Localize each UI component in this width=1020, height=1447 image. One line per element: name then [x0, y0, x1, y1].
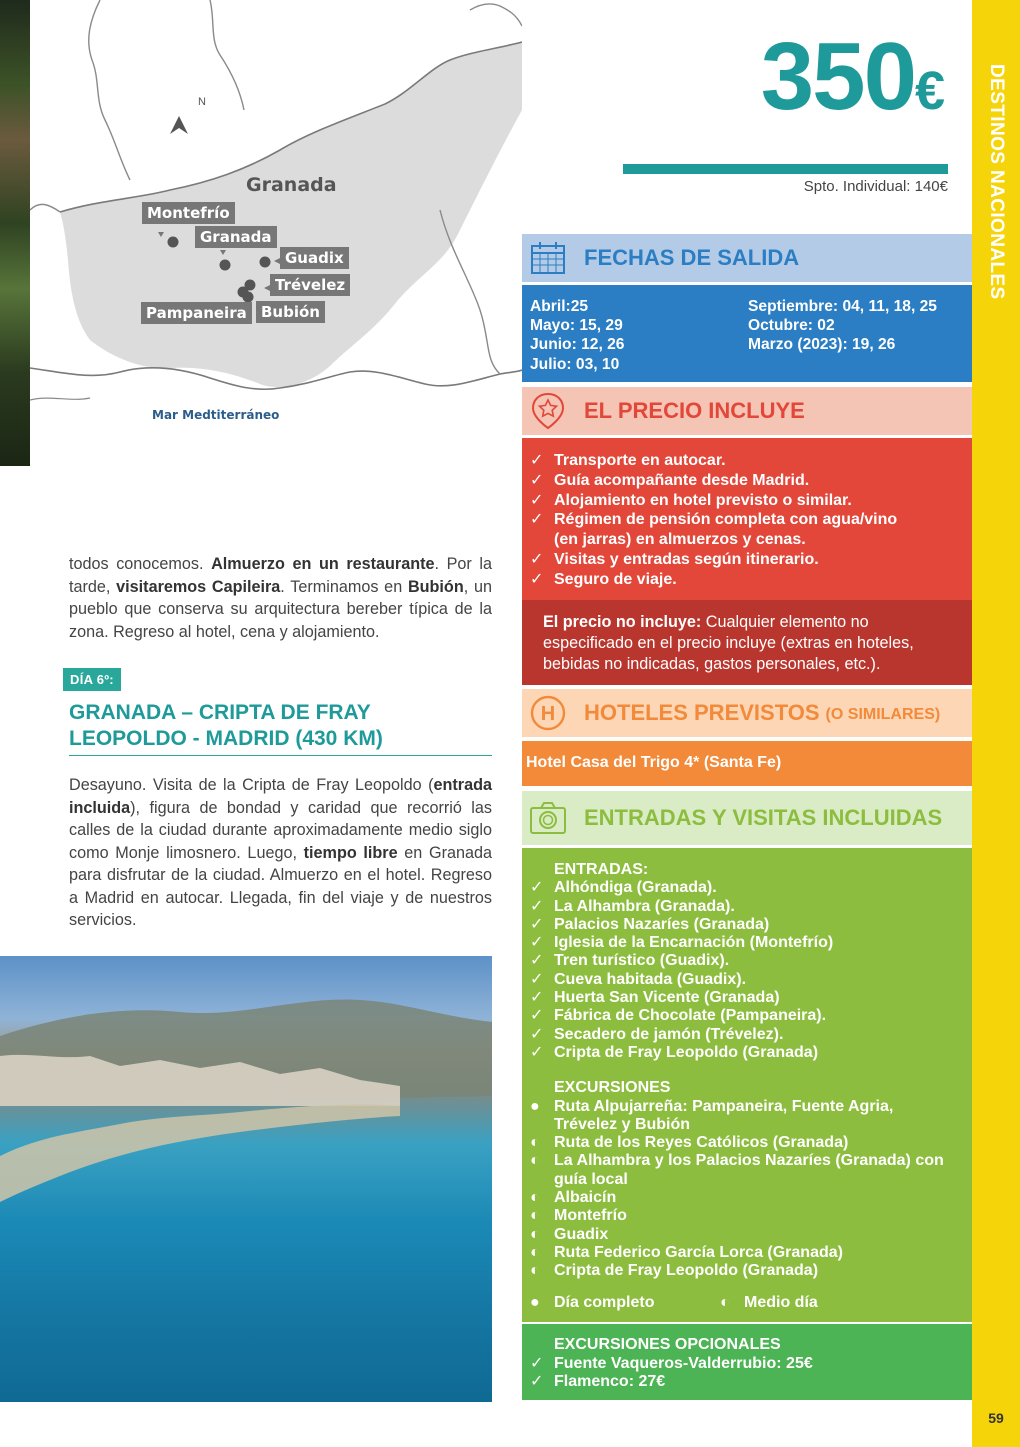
list-item: ◐ Cripta de Fray Leopoldo (Granada) — [530, 1262, 819, 1280]
list-item: ✓ Palacios Nazaríes (Granada) — [530, 915, 770, 933]
list-item: ◐ Ruta Federico García Lorca (Granada) — [530, 1243, 843, 1261]
hotel-h-icon — [528, 693, 568, 733]
excursiones-label: EXCURSIONES — [554, 1079, 671, 1097]
day-badge: DÍA 6º: — [63, 668, 121, 691]
map-label-pampaneira: Pampaneira — [141, 302, 252, 324]
fecha-item: Julio: 03, 10 — [530, 355, 620, 373]
page-number: 59 — [988, 1410, 1004, 1426]
list-item: ✓ Guía acompañante desde Madrid. — [530, 471, 810, 489]
fechas-left-column — [530, 297, 746, 374]
legend-full-day: ● Día completo — [530, 1293, 655, 1311]
calendar-icon — [528, 238, 568, 278]
hoteles-header — [522, 689, 972, 737]
legend-half-day: ◐ Medio día — [720, 1293, 818, 1311]
svg-text:H: H — [540, 703, 556, 725]
fechas-header — [522, 234, 972, 282]
hoteles-body — [522, 741, 972, 786]
list-item: ✓ Alojamiento en hotel previsto o similar. — [530, 491, 852, 509]
list-item: ◐ Guadix — [530, 1225, 609, 1243]
map-outline — [30, 0, 522, 440]
list-item: ◐ Albaicín — [530, 1189, 617, 1207]
day6-paragraph: Desayuno. Visita de la Cripta de Fray Leopoldo (entrada incluida), figura de bondad y caridad que recorrió las calles de la ciudad durante aproximadamente medio siglo como Monje limosnero. Luego, tiempo libre en Granada para disfrutar de la ciudad. Almuerzo en el hotel. Regreso a Madrid en autocar. Llegada, fin del viaje y de nuestros servicios. — [69, 776, 493, 929]
hotel-name: Hotel Casa del Trigo 4* (Santa Fe) — [526, 754, 782, 771]
star-badge-icon — [528, 391, 568, 431]
list-item: ✓ Fuente Vaqueros-Valderrubio: 25€ — [530, 1354, 813, 1372]
entradas-label: ENTRADAS: — [554, 861, 649, 878]
price-divider — [623, 164, 948, 174]
entradas-body — [522, 848, 972, 1322]
single-supplement: Spto. Individual: 140€ — [803, 178, 948, 195]
fecha-item: Abril:25 — [530, 298, 589, 315]
list-item: ● Ruta Alpujarreña: Pampaneira, Fuente Agria, Trévelez y Bubión — [530, 1097, 894, 1133]
list-item: ✓ Cripta de Fray Leopoldo (Granada) — [530, 1043, 819, 1061]
map-label-granada: Granada — [195, 226, 277, 248]
entradas-title: ENTRADAS Y VISITAS INCLUIDAS — [584, 805, 943, 830]
opcionales-label: EXCURSIONES OPCIONALES — [554, 1336, 781, 1353]
list-item: ✓ Transporte en autocar. — [530, 452, 726, 469]
fechas-title: FECHAS DE SALIDA — [584, 245, 800, 270]
fechas-body — [522, 285, 972, 382]
incluye-body — [522, 438, 972, 600]
section-title: DESTINOS NACIONALES — [986, 64, 1007, 300]
route-map — [30, 0, 522, 440]
north-label: N — [198, 96, 206, 108]
landscape-photo — [0, 0, 30, 466]
day-title: GRANADA – CRIPTA DE FRAY LEOPOLDO - MADRID (430 KM) — [69, 700, 492, 756]
list-item: ✓ Huerta San Vicente (Granada) — [530, 989, 780, 1007]
day5-paragraph: todos conocemos. Almuerzo en un restaurante. Por la tarde, visitaremos Capileira. Terminamos en Bubión, un pueblo que conserva su arquitectura bereber típica de la zona. Regreso al hotel, cena y alojamiento. — [69, 555, 492, 641]
map-label-montefrio: Montefrío — [142, 202, 235, 224]
fecha-item: Junio: 12, 26 — [530, 336, 625, 354]
trip-price: 350€ — [760, 23, 945, 130]
map-label-trevelez: Trévelez — [270, 274, 350, 296]
list-item: ✓ La Alhambra (Granada). — [530, 897, 735, 915]
list-item: ✓ Visitas y entradas según itinerario. — [530, 550, 819, 568]
no-incluye-body — [522, 600, 972, 685]
fecha-item: Septiembre: 04, 11, 18, 25 — [748, 298, 937, 315]
incluye-title: EL PRECIO INCLUYE — [584, 398, 805, 423]
fecha-item: Marzo (2023): 19, 26 — [748, 336, 896, 354]
incluye-header — [522, 387, 972, 435]
map-label-guadix: Guadix — [280, 247, 349, 269]
list-item: ◐ Ruta de los Reyes Católicos (Granada) — [530, 1134, 849, 1152]
list-item: ✓ Tren turístico (Guadix). — [530, 952, 730, 970]
sea-label: Mar Medtiterráneo — [152, 408, 280, 422]
list-item: ◐ La Alhambra y los Palacios Nazaríes (Granada) con guía local — [530, 1152, 944, 1188]
map-region-title: Granada — [246, 174, 337, 196]
list-item: ✓ Flamenco: 27€ — [530, 1373, 666, 1390]
entradas-header — [522, 791, 972, 845]
coast-photo — [0, 956, 492, 1402]
list-item: ✓ Alhóndiga (Granada). — [530, 879, 717, 897]
hoteles-subtitle: (O SIMILARES) — [825, 706, 941, 723]
no-incluye-text: El precio no incluye: Cualquier elemento no especificado en el precio incluye (extras en hoteles, bebidas no indicadas, gastos personales, etc.). — [543, 613, 914, 673]
list-item: ✓ Seguro de viaje. — [530, 570, 677, 588]
opcionales-body — [522, 1324, 972, 1400]
list-item: ✓ Régimen de pensión completa con agua/vino (en jarras) en almuerzos y cenas. — [530, 511, 898, 549]
list-item: ✓ Iglesia de la Encarnación (Montefrío) — [530, 934, 834, 952]
list-item: ✓ Cueva habitada (Guadix). — [530, 970, 747, 988]
list-item: ✓ Fábrica de Chocolate (Pampaneira). — [530, 1007, 827, 1025]
fechas-right-column — [746, 297, 964, 374]
list-item: ✓ Secadero de jamón (Trévelez). — [530, 1025, 784, 1043]
fecha-item: Octubre: 02 — [748, 317, 835, 335]
hoteles-title: HOTELES PREVISTOS — [584, 700, 820, 725]
list-item: ◐ Montefrío — [530, 1207, 627, 1225]
camera-icon — [528, 798, 568, 838]
excursion-legend — [522, 1281, 972, 1312]
map-label-bubion: Bubión — [256, 301, 325, 323]
fecha-item: Mayo: 15, 29 — [530, 317, 623, 335]
